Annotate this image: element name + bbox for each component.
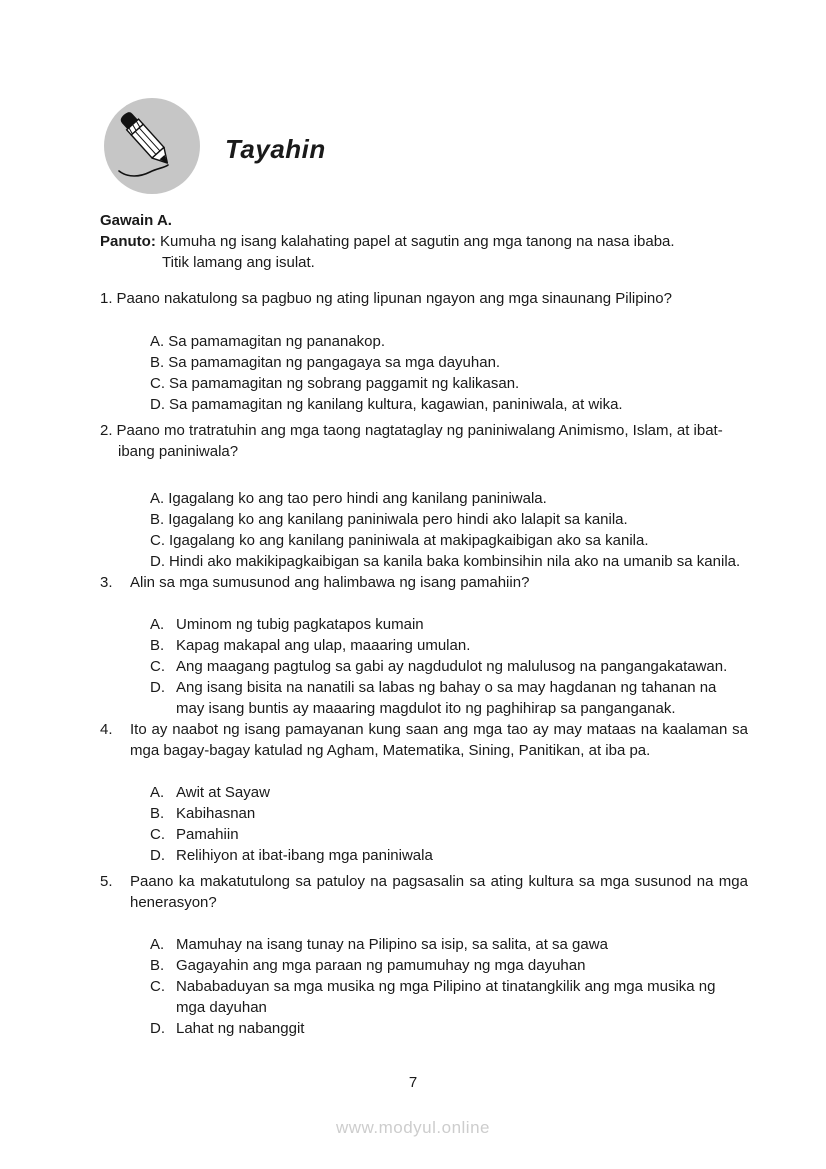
question-number: 3.: [100, 574, 113, 591]
main-content: [100, 210, 748, 1039]
question-1-options: [150, 331, 748, 415]
option-text: Gagayahin ang mga paraan ng pamumuhay ng mga dayuhan: [176, 957, 586, 974]
pencil-icon: [104, 98, 200, 194]
header: [0, 0, 826, 200]
option-row: [150, 331, 748, 352]
question-3: [100, 572, 748, 593]
question-2-options: [150, 488, 748, 572]
question-text: Alin sa mga sumusunod ang halimbawa ng isang pamahiin?: [130, 574, 530, 591]
instruction-line-2: Titik lamang ang isulat.: [162, 254, 315, 271]
question-text: Paano nakatulong sa pagbuo ng ating lipunan ngayon ang mga sinaunang Pilipino?: [116, 290, 672, 307]
option-letter: B.: [150, 805, 165, 822]
option-text: Sa pamamagitan ng pangagaya sa mga dayuhan.: [168, 354, 501, 371]
option-text: Igagalang ko ang kanilang paniniwala pero hindi ako lalapit sa kanila.: [168, 511, 628, 528]
option-letter: A.: [150, 936, 165, 953]
question-3-options: [150, 614, 748, 719]
option-text: Sa pamamagitan ng pananakop.: [168, 333, 386, 350]
option-row: [150, 803, 748, 824]
option-row: [150, 635, 748, 656]
option-text: Ang isang bisita na nanatili sa labas ng bahay o sa may hagdanan ng tahanan na may isang buntis ay maaaring magdulot ito ng paghihirap sa panganganak.: [176, 679, 717, 717]
option-row: [150, 934, 748, 955]
option-row: [150, 373, 748, 394]
question-4: [100, 719, 748, 761]
option-row: [150, 551, 748, 572]
option-text: Nababaduyan sa mga musika ng mga Pilipino at tinatangkilik ang mga musika ng mga dayuhan: [176, 978, 716, 1016]
option-row: [150, 955, 748, 976]
option-letter: C.: [150, 375, 165, 392]
option-text: Lahat ng nabanggit: [176, 1020, 305, 1037]
option-letter: D.: [150, 396, 165, 413]
option-text: Uminom ng tubig pagkatapos kumain: [176, 616, 424, 633]
option-letter: B.: [150, 957, 165, 974]
option-text: Igagalang ko ang tao pero hindi ang kanilang paniniwala.: [168, 490, 547, 507]
option-row: [150, 976, 748, 1018]
option-row: [150, 782, 748, 803]
watermark: www.modyul.online: [335, 1118, 490, 1137]
option-text: Sa pamamagitan ng sobrang paggamit ng kalikasan.: [169, 375, 520, 392]
option-row: [150, 614, 748, 635]
question-text: Paano ka makatutulong sa patuloy na pagsasalin sa ating kultura sa mga susunod na mga henerasyon?: [130, 873, 748, 911]
option-row: [150, 509, 748, 530]
section-label: Gawain A.: [100, 212, 172, 229]
option-letter: C.: [150, 658, 165, 675]
option-text: Kabihasnan: [176, 805, 256, 822]
question-text: Ito ay naabot ng isang pamayanan kung saan ang mga tao ay may mataas na kaalaman sa mga bagay-bagay katulad ng Agham, Matematika, Sining, Panitikan, at iba pa.: [130, 721, 748, 759]
option-text: Pamahiin: [176, 826, 239, 843]
option-text: Sa pamamagitan ng kanilang kultura, kagawian, paniniwala, at wika.: [169, 396, 623, 413]
option-letter: D.: [150, 553, 165, 570]
instruction-label: Panuto:: [100, 233, 156, 250]
option-letter: D.: [150, 847, 165, 864]
option-letter: B.: [150, 511, 165, 528]
page-number: 7: [408, 1074, 418, 1091]
question-4-options: [150, 782, 748, 866]
option-letter: A.: [150, 784, 165, 801]
option-letter: D.: [150, 1020, 165, 1037]
option-row: [150, 824, 748, 845]
option-letter: D.: [150, 679, 165, 696]
option-letter: A.: [150, 333, 165, 350]
page-title: Tayahin: [225, 134, 326, 164]
option-letter: A.: [150, 490, 165, 507]
question-2: [100, 420, 748, 462]
option-row: [150, 488, 748, 509]
option-row: [150, 352, 748, 373]
option-letter: C.: [150, 826, 165, 843]
option-text: Igagalang ko ang kanilang paniniwala at makipagkaibigan ako sa kanila.: [169, 532, 649, 549]
option-text: Ang maagang pagtulog sa gabi ay nagdudulot ng malulusog na pangangakatawan.: [176, 658, 728, 675]
option-letter: C.: [150, 532, 165, 549]
option-text: Hindi ako makikipagkaibigan sa kanila baka kombinsihin nila ako na umanib sa kanila.: [169, 553, 741, 570]
option-text: Awit at Sayaw: [176, 784, 270, 801]
option-letter: C.: [150, 978, 165, 995]
option-row: [150, 845, 748, 866]
option-row: [150, 530, 748, 551]
question-5-options: [150, 934, 748, 1039]
instruction-line-1: [100, 231, 748, 252]
option-text: Mamuhay na isang tunay na Pilipino sa isip, sa salita, at sa gawa: [176, 936, 608, 953]
option-letter: B.: [150, 354, 165, 371]
option-row: [150, 656, 748, 677]
option-row: [150, 394, 748, 415]
question-1: [100, 288, 748, 309]
question-number: 2.: [100, 422, 113, 439]
option-text: Kapag makapal ang ulap, maaaring umulan.: [176, 637, 471, 654]
question-number: 5.: [100, 873, 113, 890]
option-letter: A.: [150, 616, 165, 633]
question-number: 4.: [100, 721, 113, 738]
option-row: [150, 677, 748, 719]
option-row: [150, 1018, 748, 1039]
question-5: [100, 871, 748, 913]
instruction-text: Kumuha ng isang kalahating papel at sagutin ang mga tanong na nasa ibaba.: [160, 233, 675, 250]
option-letter: B.: [150, 637, 165, 654]
option-text: Relihiyon at ibat-ibang mga paniniwala: [176, 847, 433, 864]
question-number: 1.: [100, 290, 113, 307]
question-text: Paano mo tratratuhin ang mga taong nagtataglay ng paniniwalang Animismo, Islam, at ibat-ibang paniniwala?: [116, 422, 723, 460]
